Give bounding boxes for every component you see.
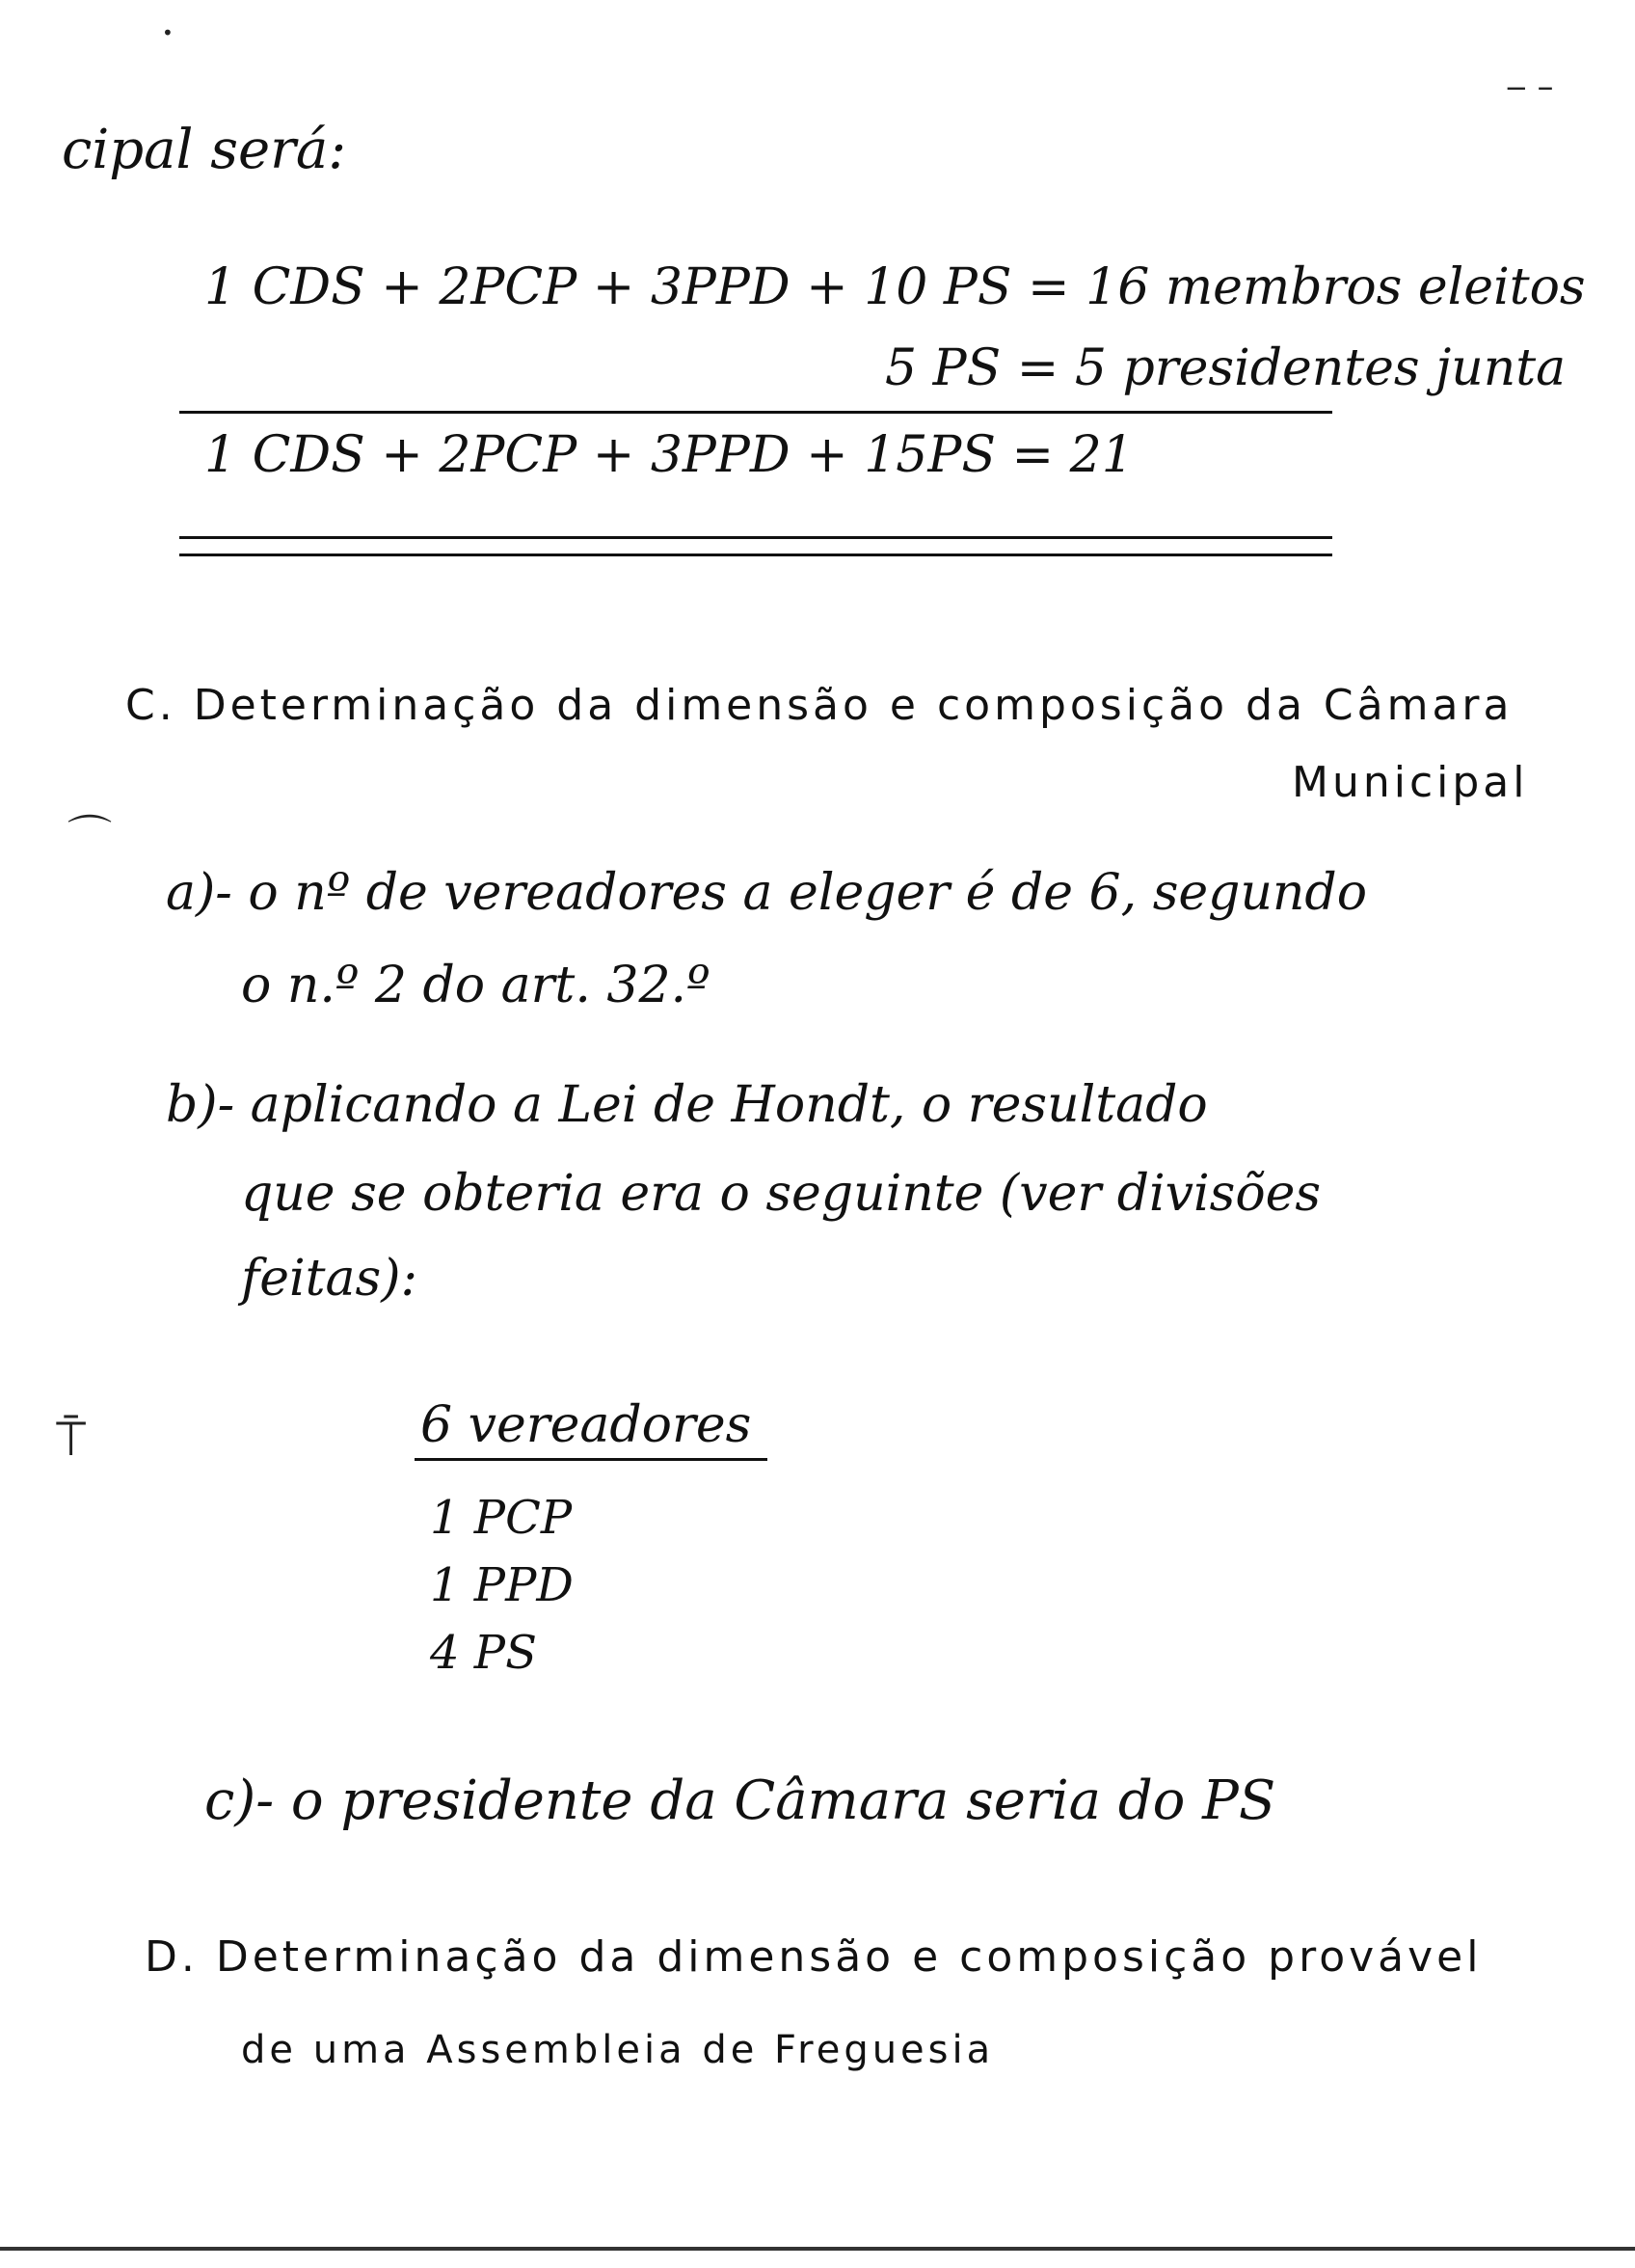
section-d-heading-cont: de uma Assembleia de Freguesia <box>241 2028 995 2072</box>
table-row-ps: 4 PS <box>430 1626 537 1680</box>
table-row-ppd: 1 PPD <box>430 1558 574 1612</box>
equation-line-1: 1 CDS + 2PCP + 3PPD + 10 PS = 16 membros eleitos <box>204 258 1586 316</box>
section-c-heading-cont: Municipal <box>1292 758 1529 807</box>
table-title: 6 vereadores <box>420 1396 752 1454</box>
table-title-underline <box>415 1458 767 1461</box>
ink-dash: ‒ – <box>1506 68 1554 106</box>
item-b-line-3: feitas): <box>241 1250 418 1308</box>
sum-rule <box>179 411 1332 414</box>
double-rule-top <box>179 536 1332 539</box>
margin-mark-punch: ⍑ <box>56 1410 87 1468</box>
item-b-line-2: que se obteria era o seguinte (ver divisões <box>241 1165 1322 1223</box>
item-a-line-1: a)- o nº de vereadores a eleger é de 6, segundo <box>166 864 1368 922</box>
item-b-line-1: b)- aplicando a Lei de Hondt, o resultado <box>166 1076 1208 1134</box>
item-a-line-2: o n.º 2 do art. 32.º <box>241 957 710 1014</box>
page-bottom-edge <box>0 2247 1635 2251</box>
table-row-pcp: 1 PCP <box>430 1491 573 1545</box>
section-d-heading: D. Determinação da dimensão e composição provável <box>145 1932 1483 1982</box>
equation-line-2: 5 PS = 5 presidentes junta <box>885 339 1567 397</box>
margin-mark-arc: ⌒ <box>67 811 112 863</box>
intro-text: cipal será: <box>62 119 347 181</box>
item-c-line: c)- o presidente da Câmara seria do PS <box>204 1769 1276 1832</box>
section-c-heading: C. Determinação da dimensão e composição da Câmara <box>125 681 1514 730</box>
ink-dot: • <box>162 21 174 44</box>
double-rule-bottom <box>179 554 1332 556</box>
equation-total: 1 CDS + 2PCP + 3PPD + 15PS = 21 <box>204 426 1134 484</box>
